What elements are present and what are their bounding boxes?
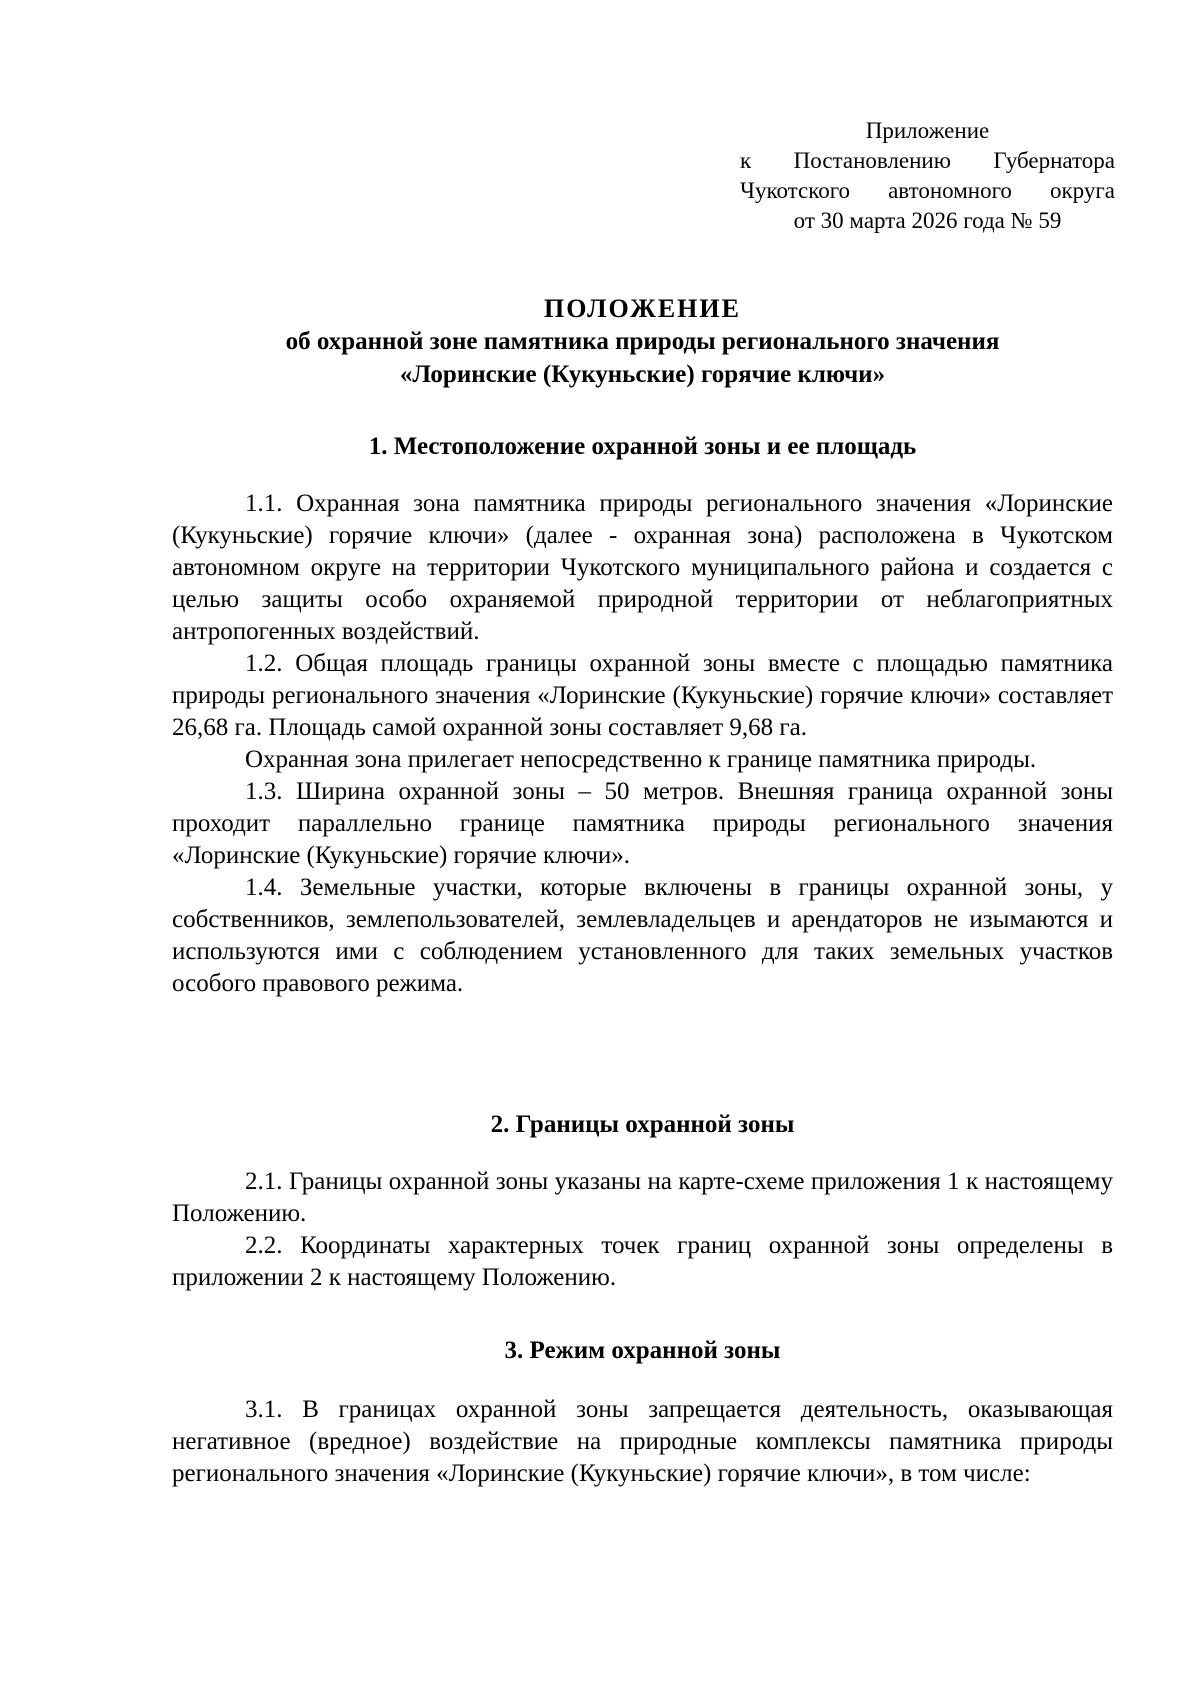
annex-line-2: к Постановлению Губернатора [740,148,1115,173]
section-1-heading: 1. Местоположение охранной зоны и ее площадь [368,433,917,460]
paragraph-1-4: 1.4. Земельные участки, которые включены в границы охранной зоны, у собственников, землепользователей, землевладельцев и арендаторов не изымаются и используются ими с соблюдением установленного для таких земельных участков особого правового режима. [172,874,1113,997]
annex-line-3: Чукотского автономного округа [740,178,1115,203]
paragraph-1-3: 1.3. Ширина охранной зоны – 50 метров. Внешняя граница охранной зоны проходит параллельно границе памятника природы регионального значения «Лоринские (Кукуньские) горячие ключи». [172,778,1113,869]
paragraph-1-2: 1.2. Общая площадь границы охранной зоны вместе с площадью памятника природы регионального значения «Лоринские (Кукуньские) горячие ключи» составляет 26,68 га. Площадь самой охранной зоны составляет 9,68 га. [172,650,1113,741]
title-subtitle-1: об охранной зоне памятника природы регионального значения [285,328,1000,355]
paragraph-1-2-extra: Охранная зона прилегает непосредственно к границе памятника природы. [245,746,1037,773]
paragraph-2-1: 2.1. Границы охранной зоны указаны на карте-схеме приложения 1 к настоящему Положению. [172,1168,1113,1227]
annex-reference [740,116,1115,236]
section-2-body [172,1166,1113,1294]
section-3-body [172,1394,1113,1490]
annex-line-1: Приложение [865,118,990,143]
annex-line-4: от 30 марта 2026 года № 59 [793,208,1062,233]
section-2-heading: 2. Границы охранной зоны [490,1111,795,1138]
paragraph-2-2: 2.2. Координаты характерных точек границ охранной зоны определены в приложении 2 к настоящему Положению. [172,1232,1113,1291]
title-subtitle-2: «Лоринские (Кукуньские) горячие ключи» [399,361,886,388]
section-3-heading: 3. Режим охранной зоны [504,1337,781,1364]
section-1-body [172,488,1113,1000]
paragraph-1-1: 1.1. Охранная зона памятника природы регионального значения «Лоринские (Кукуньские) горячие ключи» (далее - охранная зона) расположена в Чукотском автономном округе на территории Чукотского муниципального района и создается с целью защиты особо охраняемой природной территории от неблагоприятных антропогенных воздействий. [172,490,1113,645]
document-title [170,292,1115,391]
paragraph-3-1: 3.1. В границах охранной зоны запрещается деятельность, оказывающая негативное (вредное) воздействие на природные комплексы памятника природы регионального значения «Лоринские (Кукуньские) горячие ключи», в том числе: [172,1396,1113,1487]
title-main: ПОЛОЖЕНИЕ [544,294,741,323]
